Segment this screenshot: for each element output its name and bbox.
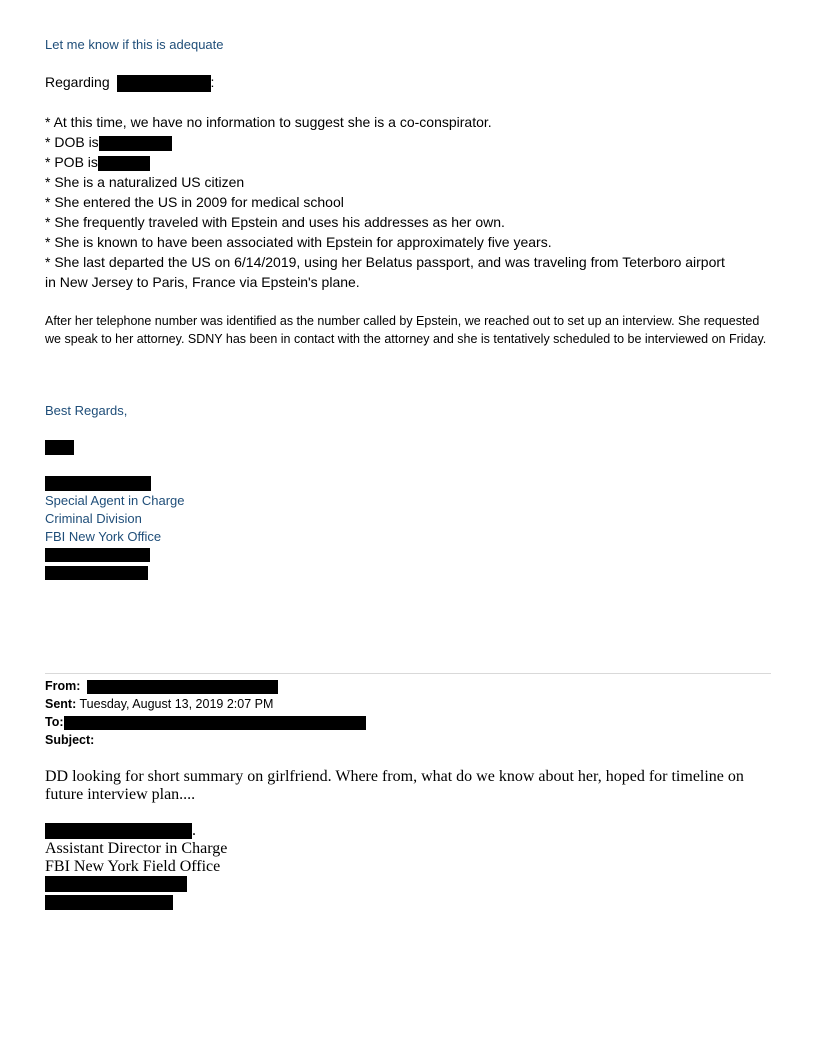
redaction-block [45, 895, 173, 910]
from-label: From: [45, 679, 81, 693]
bullet-7: * She is known to have been associated with Epstein for approximately five years. [45, 234, 552, 250]
redaction-block [45, 823, 192, 839]
email-separator [45, 673, 771, 674]
redaction-block [98, 156, 150, 171]
bullet-8-line-1: * She last departed the US on 6/14/2019, using her Belatus passport, and was traveling from Teterboro airport [45, 254, 725, 270]
signature-title: Special Agent in Charge [45, 493, 185, 508]
sent-line [45, 695, 273, 713]
original-message: DD looking for short summary on girlfriend. Where from, what do we know about her, hoped for timeline on future interview plan.... [45, 768, 744, 803]
bullet-3-label: * POB is [45, 154, 98, 170]
original-signature-office: FBI New York Field Office [45, 858, 221, 875]
redaction-block [45, 476, 151, 491]
bullet-8-line-2: in New Jersey to Paris, France via Epstein's plane. [45, 274, 360, 290]
regarding-line [45, 72, 214, 92]
redaction-block [117, 75, 211, 92]
reply-closing: Best Regards, [45, 403, 128, 418]
bullet-2-label: * DOB is [45, 134, 99, 150]
redaction-block [45, 566, 148, 580]
bullet-3 [45, 152, 150, 172]
subject-line [45, 731, 94, 749]
redaction-block [45, 876, 187, 892]
redaction-block [45, 548, 150, 562]
reply-opening: Let me know if this is adequate [45, 37, 224, 52]
signature-trailing-mark: . [192, 822, 196, 839]
from-line [45, 677, 278, 695]
original-signature-title: Assistant Director in Charge [45, 840, 228, 857]
sent-value: Tuesday, August 13, 2019 2:07 PM [79, 697, 274, 711]
sent-label: Sent: [45, 697, 77, 711]
bullet-1: * At this time, we have no information to suggest she is a co-conspirator. [45, 114, 492, 130]
bullet-5: * She entered the US in 2009 for medical school [45, 194, 344, 210]
regarding-suffix: : [210, 74, 215, 90]
to-line [45, 713, 366, 731]
redaction-block [45, 440, 74, 455]
to-label: To: [45, 715, 64, 729]
regarding-prefix: Regarding [45, 74, 110, 90]
bullet-4: * She is a naturalized US citizen [45, 174, 245, 190]
bullet-2 [45, 132, 172, 152]
original-signature-name-line [45, 822, 196, 840]
redaction-block [87, 680, 278, 694]
bullet-6: * She frequently traveled with Epstein and uses his addresses as her own. [45, 214, 505, 230]
redaction-block [99, 136, 172, 151]
reply-paragraph: After her telephone number was identified as the number called by Epstein, we reached out to set up an interview. She requested we speak to her attorney. SDNY has been in contact with the attorney and she is tentatively scheduled to be interviewed on Friday. [45, 314, 767, 346]
signature-office: FBI New York Office [45, 529, 162, 544]
subject-label: Subject: [45, 733, 95, 747]
signature-division: Criminal Division [45, 511, 142, 526]
redaction-block [64, 716, 366, 730]
